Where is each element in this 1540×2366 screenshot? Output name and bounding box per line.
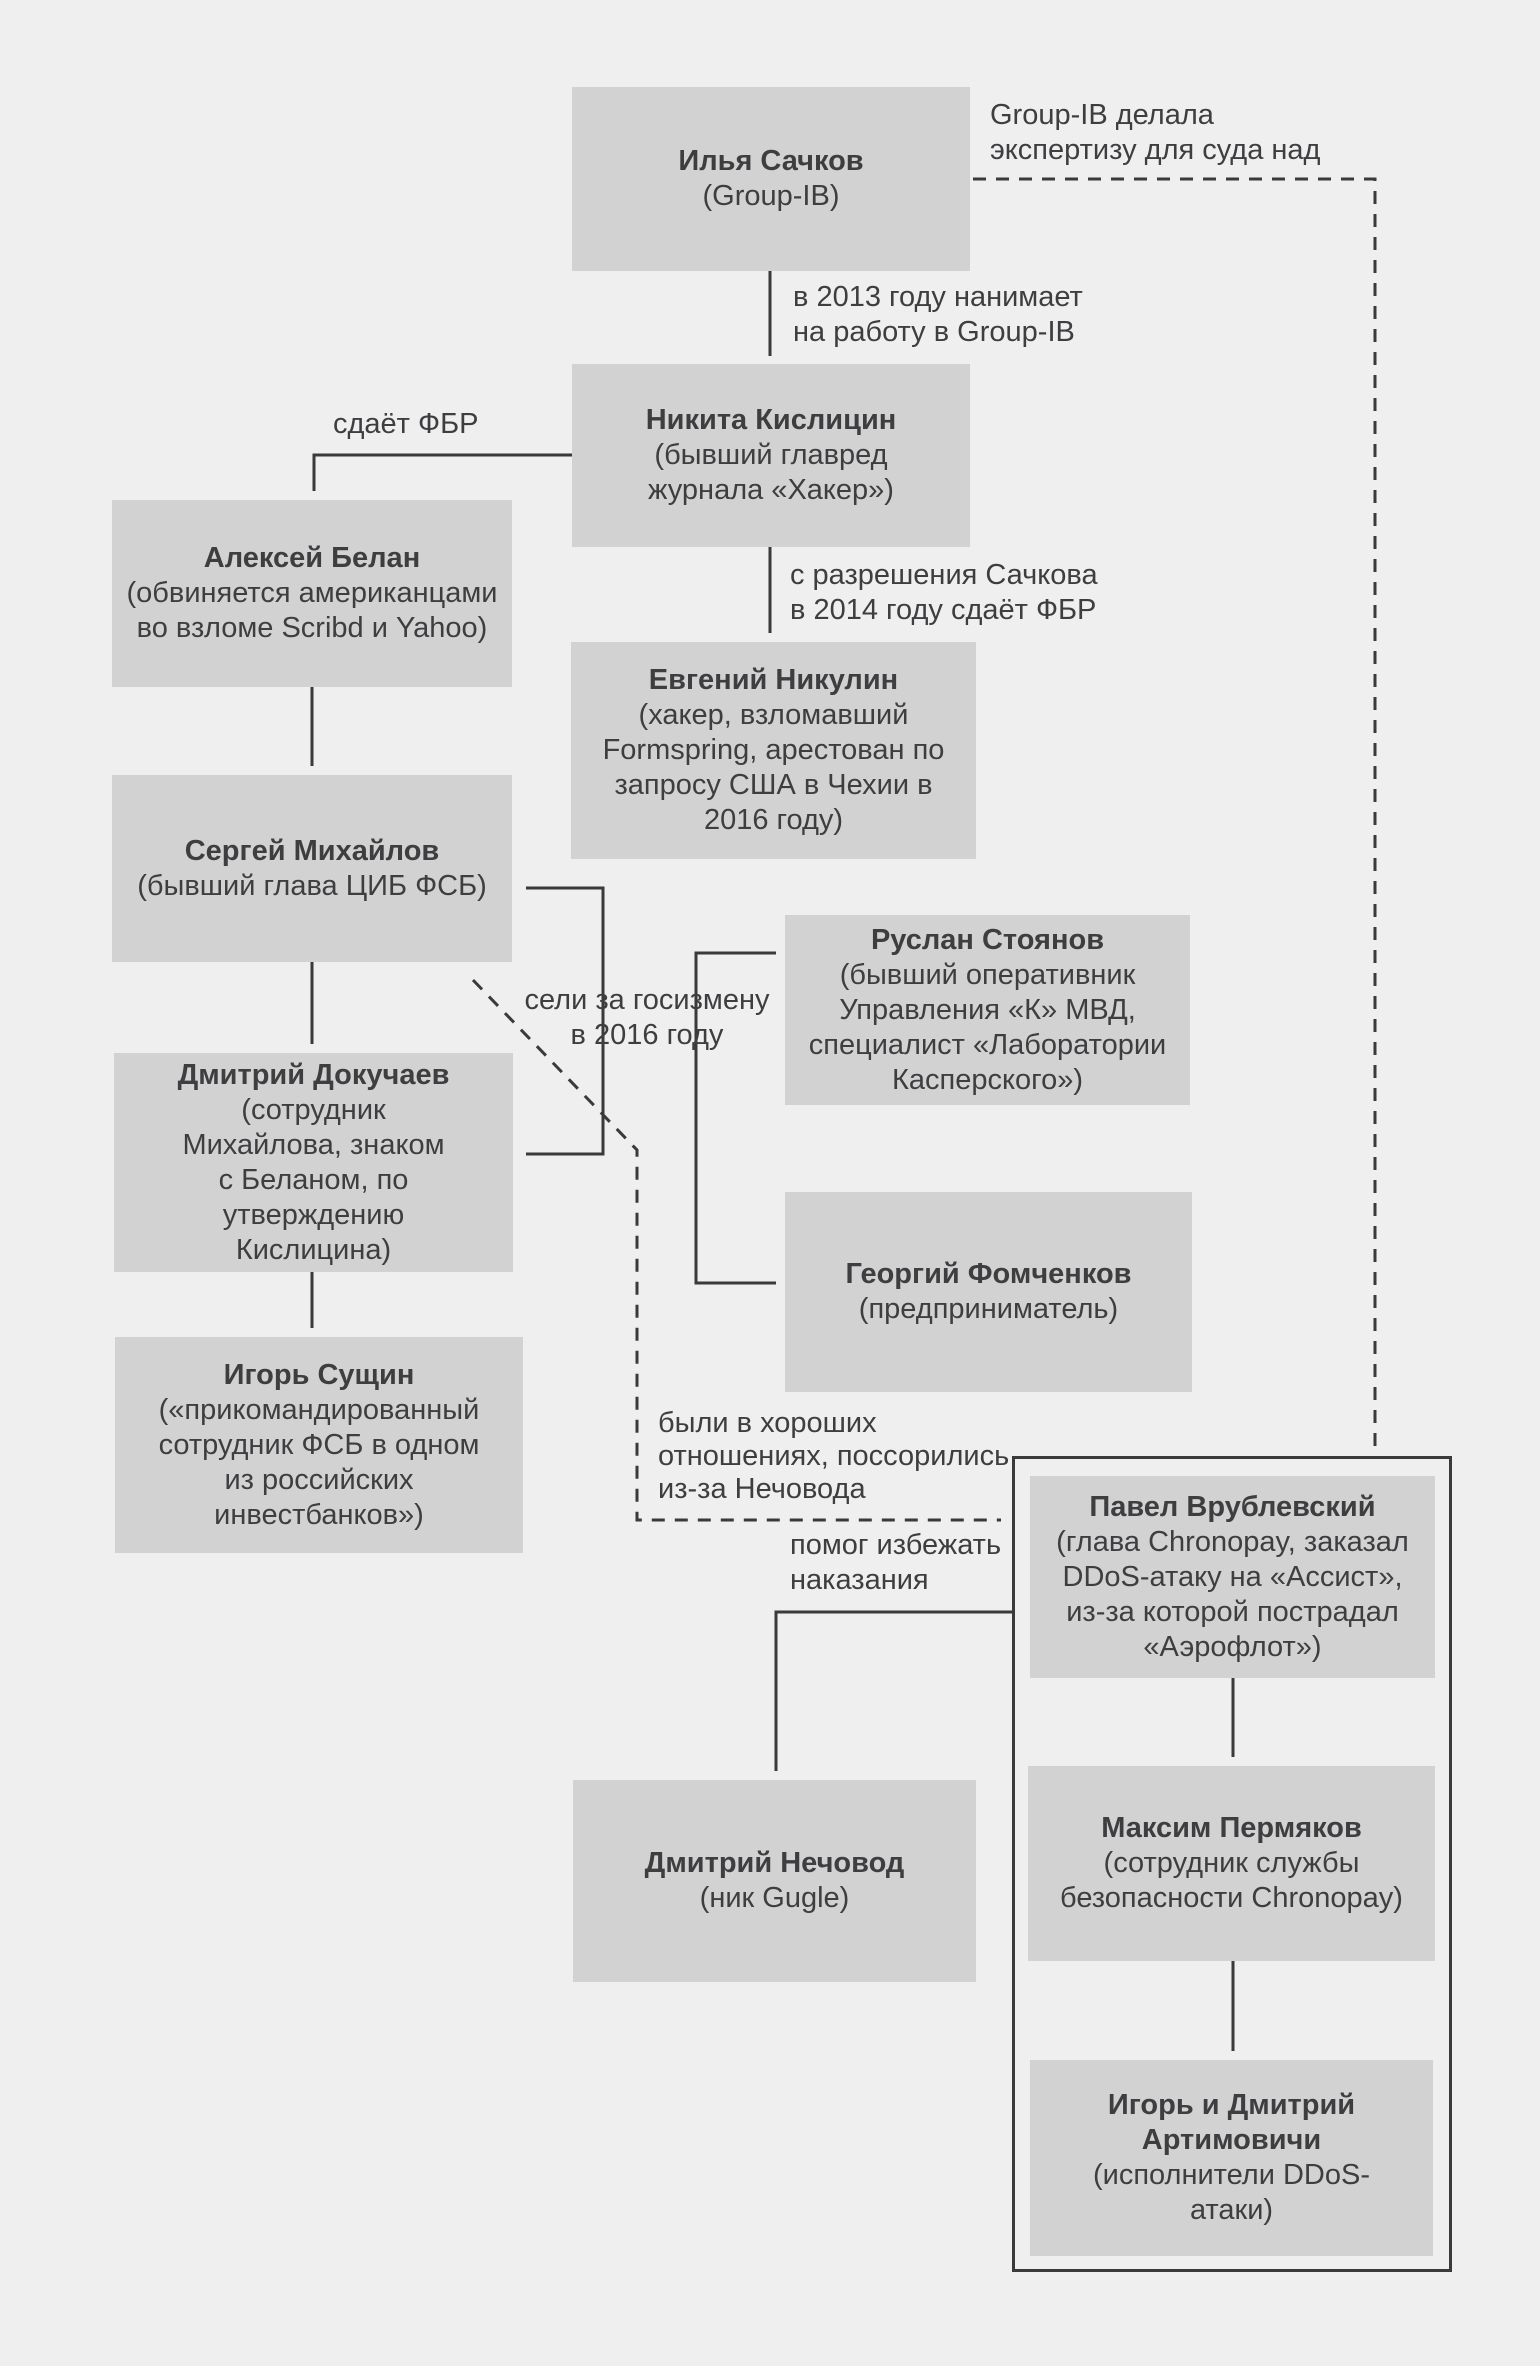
node-fomchenkov-desc: (предприниматель): [858, 1293, 1119, 1325]
node-stoyanov-name: Руслан Стоянов: [870, 923, 1105, 956]
node-vrublevsky-desc: (глава Chronopay, заказал DDoS-атаку на «Ассист», из-за которой пострадал «Аэрофлот»): [1056, 1525, 1409, 1663]
node-artimovichi-desc: (исполнители DDoS-атаки): [1092, 2159, 1370, 2226]
node-stoyanov-desc: (бывший оперативник Управления «К» МВД, специалист «Лаборатории Касперского»): [808, 958, 1167, 1096]
node-artimovichi-name: Игорь и Дмитрий Артимовичи: [1107, 2089, 1356, 2156]
connector-kislitsin-belan: [314, 455, 572, 491]
edge-label-treason-2016: сели за госизмену в 2016 году: [524, 984, 770, 1051]
node-mikhailov-desc: (бывший глава ЦИБ ФСБ): [137, 869, 487, 902]
node-fomchenkov-name: Георгий Фомченков: [845, 1258, 1132, 1290]
node-belan: [112, 500, 512, 687]
node-dokuchaev-desc: (сотрудник Михайлова, знаком с Беланом, по утверждению Кислицина): [182, 1093, 445, 1266]
node-nechovod-name: Дмитрий Нечовод: [644, 1847, 905, 1879]
node-sachkov-name: Илья Сачков: [678, 145, 864, 177]
node-nikulin-name: Евгений Никулин: [648, 664, 899, 696]
node-kislitsin: [572, 364, 970, 547]
node-belan-name: Алексей Белан: [203, 542, 421, 574]
node-sushchin-desc: («прикомандированный сотрудник ФСБ в одном из российских инвестбанков»): [158, 1393, 480, 1531]
node-permyakov: [1028, 1766, 1435, 1961]
node-nechovod-desc: (ник Gugle): [699, 1882, 850, 1914]
edge-label-good-relations: были в хороших отношениях, поссорились из-за Нечовода: [658, 1407, 1010, 1505]
node-kislitsin-desc: (бывший главред журнала «Хакер»): [648, 439, 894, 506]
node-vrublevsky: [1030, 1476, 1435, 1678]
node-fomchenkov: [785, 1192, 1192, 1392]
connector-vrublevsky-nechovod: [776, 1612, 1012, 1771]
node-sushchin-name: Игорь Сущин: [223, 1358, 415, 1391]
node-sushchin: [115, 1337, 523, 1553]
node-artimovichi: [1030, 2060, 1433, 2256]
edge-label-gives-fbi: сдаёт ФБР: [333, 408, 479, 440]
node-nikulin-desc: (хакер, взломавший Formspring, арестован по запросу США в Чехии в 2016 году): [602, 699, 945, 836]
edge-label-permission-2014: с разрешения Сачкова в 2014 году сдаёт ФБР: [790, 559, 1098, 626]
node-kislitsin-name: Никита Кислицин: [645, 404, 897, 436]
node-nechovod: [573, 1780, 976, 1982]
node-permyakov-name: Максим Пермяков: [1101, 1812, 1362, 1844]
node-permyakov-desc: (сотрудник службы безопасности Chronopay): [1060, 1847, 1403, 1914]
node-mikhailov: [112, 775, 512, 962]
node-dokuchaev: [114, 1053, 513, 1272]
node-sachkov-desc: (Group-IB): [702, 180, 840, 212]
node-belan-desc: (обвиняется американцами во взломе Scribd и Yahoo): [126, 577, 498, 644]
node-stoyanov: [785, 915, 1190, 1105]
edge-label-hired-2013: в 2013 году нанимает на работу в Group-IB: [793, 281, 1083, 348]
node-dokuchaev-name: Дмитрий Докучаев: [177, 1058, 450, 1091]
node-mikhailov-name: Сергей Михайлов: [184, 834, 440, 867]
node-nikulin: [571, 642, 976, 859]
node-vrublevsky-name: Павел Врублевский: [1089, 1490, 1376, 1523]
edge-label-expertise: Group-IB делала экспертизу для суда над: [990, 99, 1321, 166]
edge-label-avoided-punishment: помог избежать наказания: [790, 1529, 1002, 1596]
node-sachkov: [572, 87, 970, 271]
